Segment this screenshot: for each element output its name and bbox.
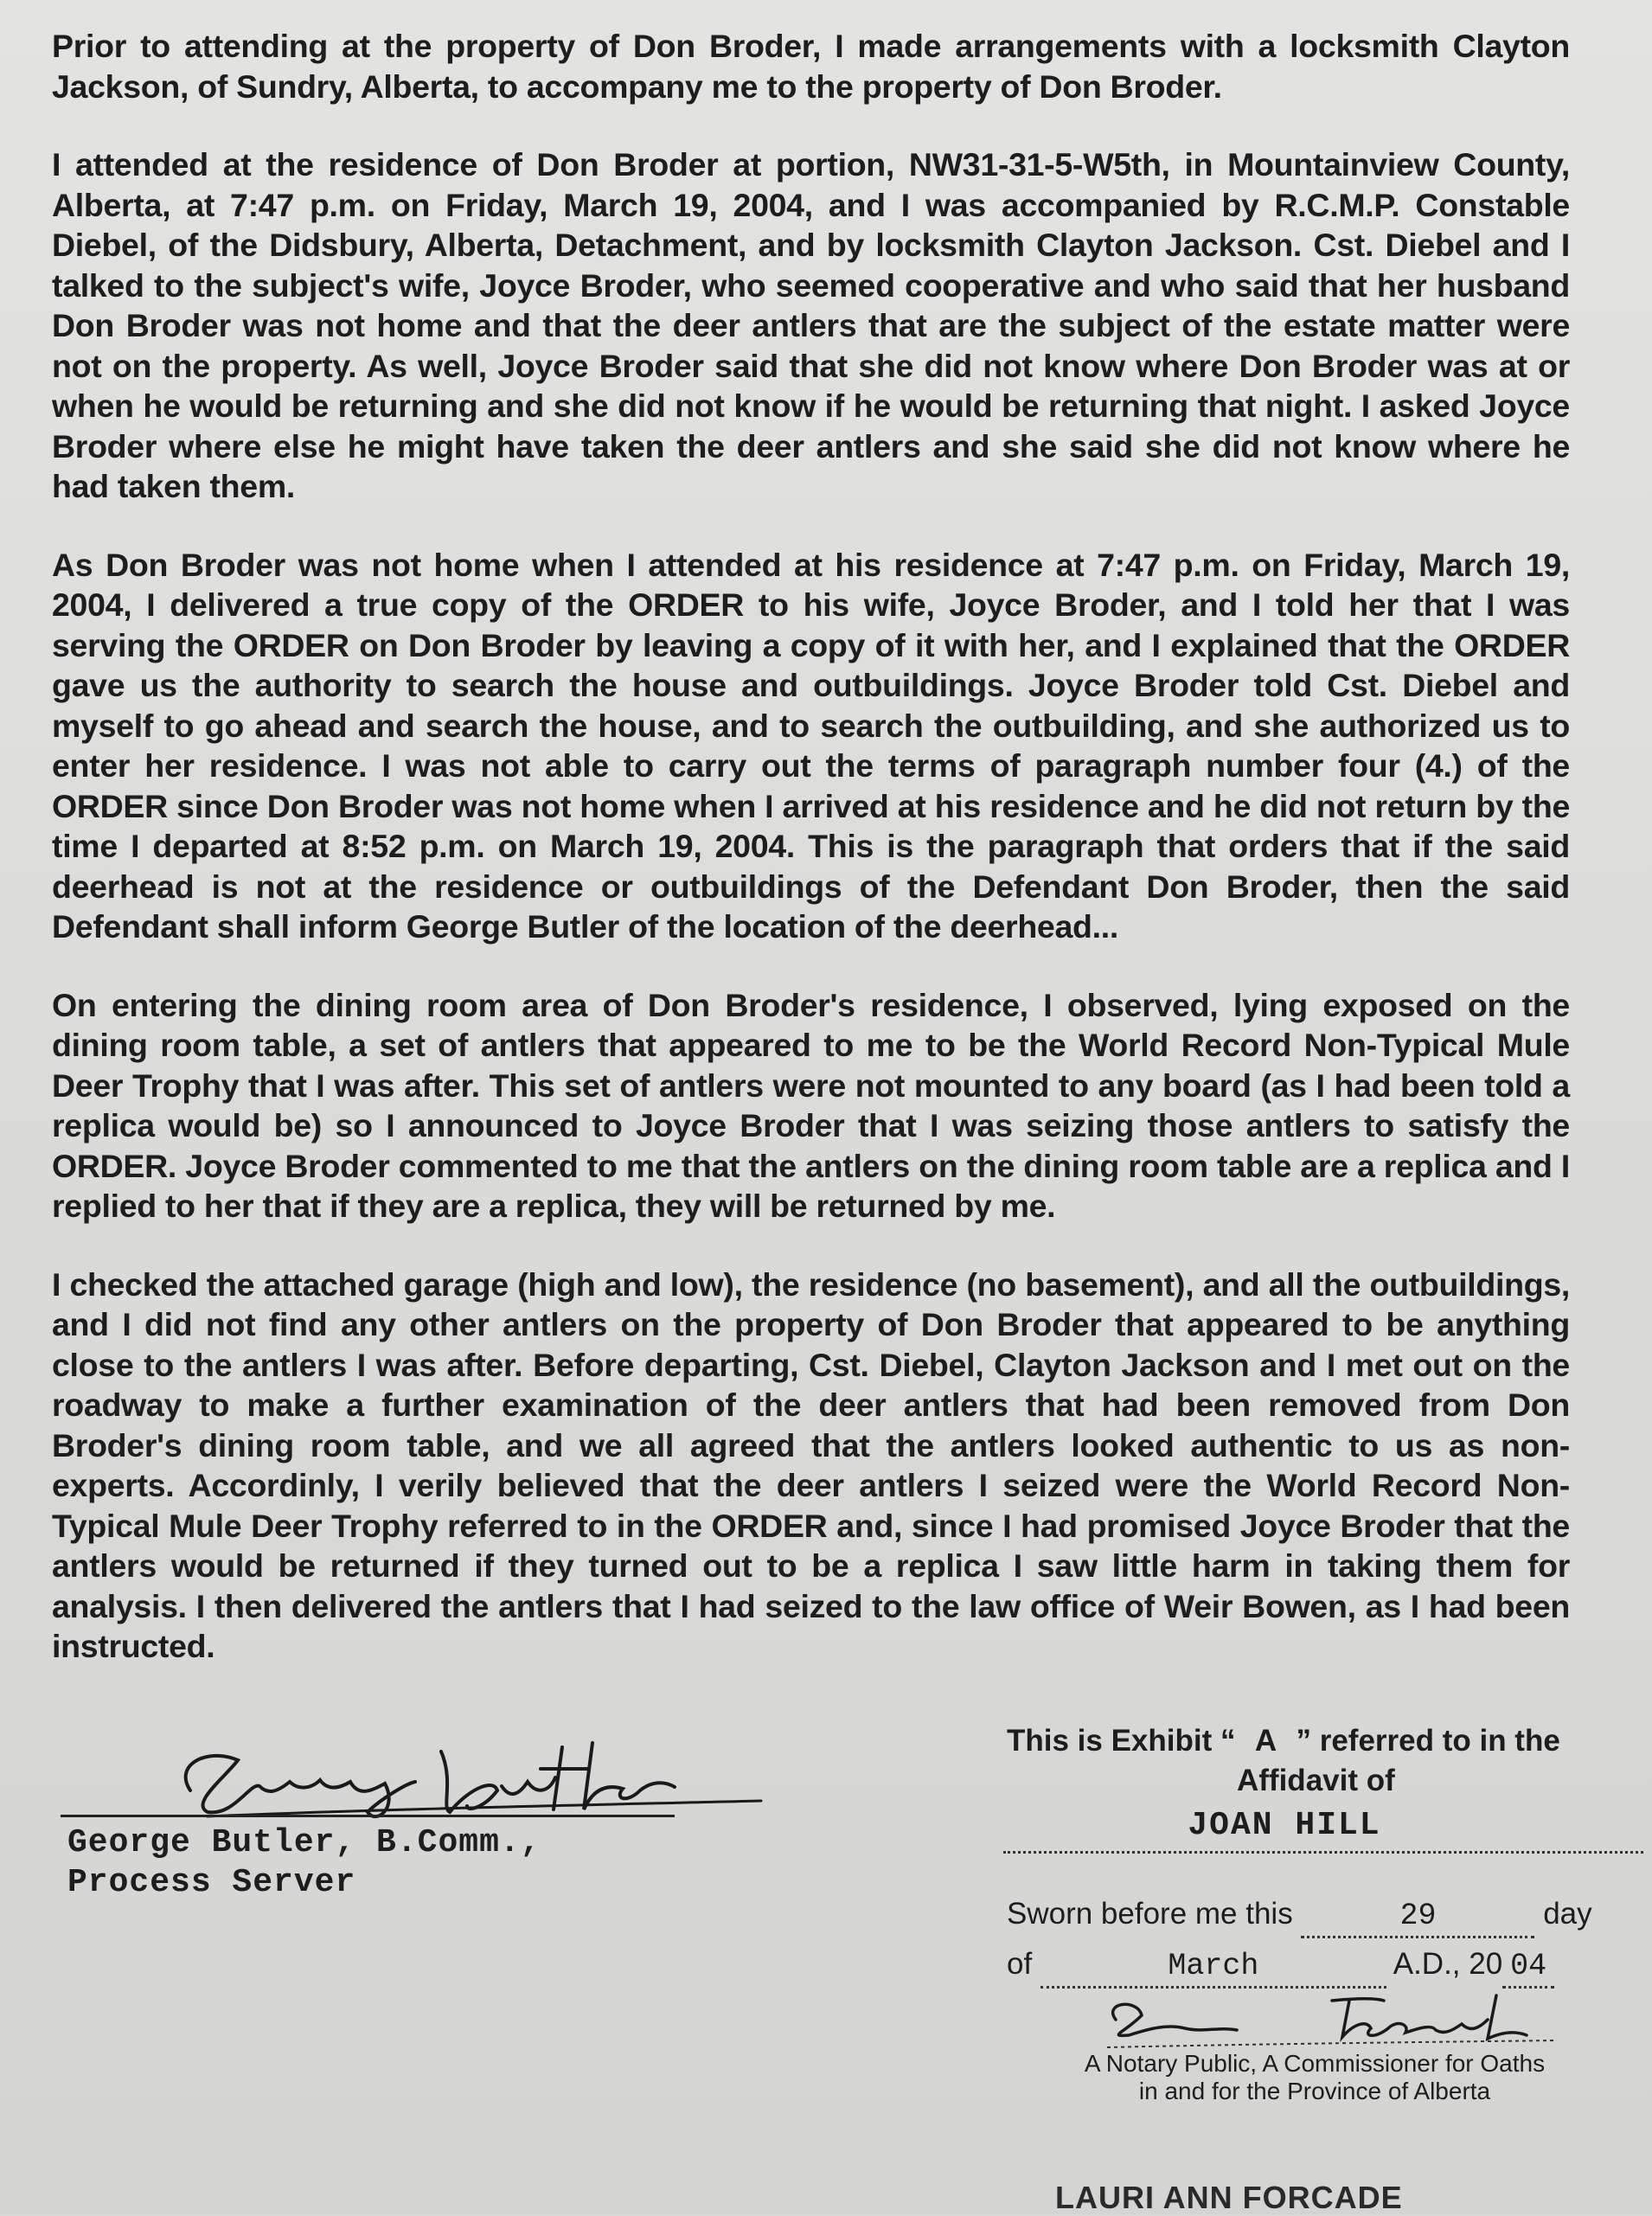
paragraph-service: As Don Broder was not home when I attended at his residence at 7:47 p.m. on Friday, March 19, 2004, I delivered a true copy of the ORDER to his wife, Joyce Broder, and I told her that I was serving the ORDER on Don Broder by leaving a copy of it with her, and I explained that the ORDER gave us the authority to search the house and outbuildings. Joyce Broder told Cst. Diebel and myself to go ahead and search the house, and to search the outbuilding, and she authorized us to enter her residence. I was not able to carry out the terms of paragraph number four (4.) of the ORDER since Don Broder was not home when I arrived at his residence and he did not return by the time I departed at 8:52 p.m. on March 19, 2004. This is the paragraph that orders that if the said deerhead is not at the residence or outbuildings of the Defendant Don Broder, then the said Defendant shall inform George Butler of the location of the deerhead... xyxy=(52,546,1570,945)
day-label: day xyxy=(1543,1897,1592,1931)
sworn-year-value: 04 xyxy=(1502,1946,1554,1989)
ad-label: A.D., 20 xyxy=(1393,1947,1503,1981)
sworn-prefix: Sworn before me this xyxy=(1007,1897,1293,1931)
commissioner-caption xyxy=(1003,2050,1626,2105)
affidavit-of-label: Affidavit of xyxy=(1237,1764,1395,1797)
of-label: of xyxy=(1007,1947,1033,1981)
paragraph-seizure: On entering the dining room area of Don Broder's residence, I observed, lying exposed on the dining room table, a set of antlers that appeared to me to be the World Record Non-Typical Mule Deer Trophy that I was after. This set of antlers were not mounted to any board (as I had been told a replica would be) so I announced to Joyce Broder that I was seizing those antlers to satisfy the ORDER. Joyce Broder commented to me that the antlers on the dining room table are a replica and I replied to her that if they are a replica, they will be returned by me. xyxy=(52,986,1570,1224)
month-year-line xyxy=(1007,1944,1643,1989)
affidavit-body xyxy=(52,26,1570,1705)
deponent-name: George Butler, B.Comm., xyxy=(67,1824,541,1861)
sworn-day-value: 29 xyxy=(1301,1896,1534,1938)
deponent-name-filled: JOAN HILL xyxy=(1188,1807,1381,1844)
exhibit-prefix: This is Exhibit “ xyxy=(1007,1724,1236,1758)
paragraph-attendance: I attended at the residence of Don Broder at portion, NW31-31-5-W5th, in Mountainview County, Alberta, at 7:47 p.m. on Friday, March 19, 2004, and I was accompanied by R.C.M.P. Constable Diebel, of the Didsbury, Alberta, Detachment, and by locksmith Clayton Jackson. Cst. Diebel and I talked to the subject's wife, Joyce Broder, who seemed cooperative and who said that her husband Don Broder was not home and that the deer antlers that are the subject of the estate matter were not on the property. As well, Joyce Broder said that she did not know where Don Broder was at or when he would be returning and she did not know if he would be returning that night. I asked Joyce Broder where else he might have taken the deer antlers and she said she did not know where he had taken them. xyxy=(52,146,1570,504)
exhibit-line xyxy=(1007,1721,1560,1761)
sworn-month-value: March xyxy=(1041,1946,1386,1989)
commissioner-line-1: A Notary Public, A Commissioner for Oaths xyxy=(1084,2050,1546,2077)
dotted-rule xyxy=(1003,1851,1643,1854)
paragraph-search: I checked the attached garage (high and low), the residence (no basement), and all the outbuildings, and I did not find any other antlers on the property of Don Broder that appeared to be anything close to the antlers I was after. Before departing, Cst. Diebel, Clayton Jackson and I met out on the roadway to make a further examination of the deer antlers that had been removed from Don Broder's dining room table, and we all agreed that the antlers looked authentic to us as non-experts. Accordinly, I verily believed that the deer antlers I seized were the World Record Non-Typical Mule Deer Trophy referred to in the ORDER and, since I had promised Joyce Broder that the antlers would be returned if they turned out to be a replica I saw little harm in taking them for analysis. I then delivered the antlers that I had seized to the law office of Weir Bowen, as I had been instructed. xyxy=(52,1265,1570,1664)
commissioner-signature xyxy=(1090,1985,1574,2050)
commissioner-name-stamp: LAURI ANN FORCADE xyxy=(1055,2180,1403,2215)
handwritten-signature xyxy=(156,1730,865,1825)
deponent-name-title xyxy=(67,1823,541,1903)
deponent-title: Process Server xyxy=(67,1864,356,1901)
commissioner-line-2: in and for the Province of Alberta xyxy=(1138,2078,1491,2104)
sworn-line xyxy=(1007,1894,1643,1938)
paragraph-arrangements: Prior to attending at the property of Don Broder, I made arrangements with a locksmith Clayton Jackson, of Sundry, Alberta, to accompany me to the property of Don Broder. xyxy=(52,28,1570,105)
signature-line xyxy=(61,1815,675,1817)
exhibit-letter: A xyxy=(1254,1724,1277,1758)
exhibit-suffix: ” referred to in the xyxy=(1296,1724,1560,1758)
